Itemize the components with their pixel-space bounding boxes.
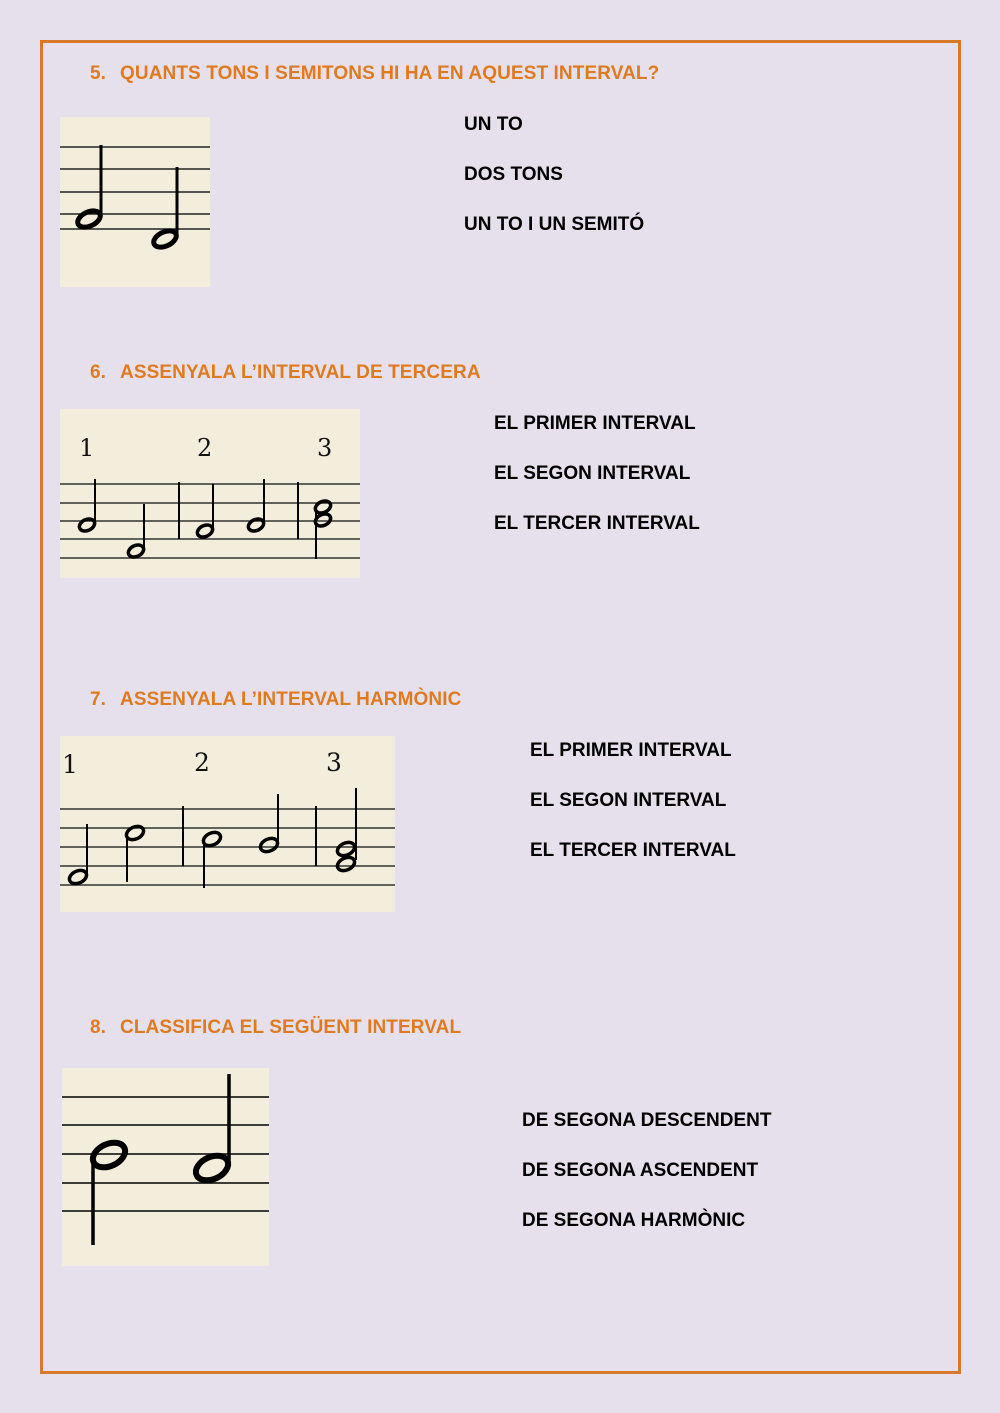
question-8-option-1[interactable]: DE SEGONA DESCENDENT [522,1110,772,1131]
score-label-3: 3 [317,434,333,462]
score-label-2: 2 [194,748,210,777]
question-8-score-image [62,1068,269,1266]
question-text: CLASSIFICA EL SEGÜENT INTERVAL [120,1017,462,1038]
question-text: ASSENYALA L’INTERVAL DE TERCERA [120,362,481,383]
score-label-1: 1 [79,434,95,462]
question-number: 6. [90,362,107,383]
question-6-option-2[interactable]: EL SEGON INTERVAL [494,463,691,484]
question-5-score-image [60,117,210,287]
question-text: ASSENYALA L’INTERVAL HARMÒNIC [120,689,462,710]
question-5-option-1[interactable]: UN TO [464,114,523,135]
question-5-option-2[interactable]: DOS TONS [464,164,563,185]
question-8-option-3[interactable]: DE SEGONA HARMÒNIC [522,1210,746,1231]
question-5-option-3[interactable]: UN TO I UN SEMITÓ [464,214,645,235]
question-text: QUANTS TONS I SEMITONS HI HA EN AQUEST INTERVAL? [120,63,660,84]
question-7-score-image [60,736,395,912]
question-6-title [90,362,481,384]
question-5-title [90,63,659,85]
question-number: 7. [90,689,107,710]
score-label-2: 2 [197,434,213,462]
question-number: 8. [90,1017,107,1038]
question-7-option-2[interactable]: EL SEGON INTERVAL [530,790,727,811]
question-7-title [90,689,461,711]
question-number: 5. [90,63,107,84]
question-8-title [90,1017,461,1039]
question-7-option-1[interactable]: EL PRIMER INTERVAL [530,740,732,761]
question-6-score-image [60,409,360,578]
question-7-option-3[interactable]: EL TERCER INTERVAL [530,840,736,861]
score-label-1: 1 [62,750,78,779]
score-label-3: 3 [326,748,342,777]
question-6-option-1[interactable]: EL PRIMER INTERVAL [494,413,696,434]
question-6-option-3[interactable]: EL TERCER INTERVAL [494,513,700,534]
question-8-option-2[interactable]: DE SEGONA ASCENDENT [522,1160,759,1181]
